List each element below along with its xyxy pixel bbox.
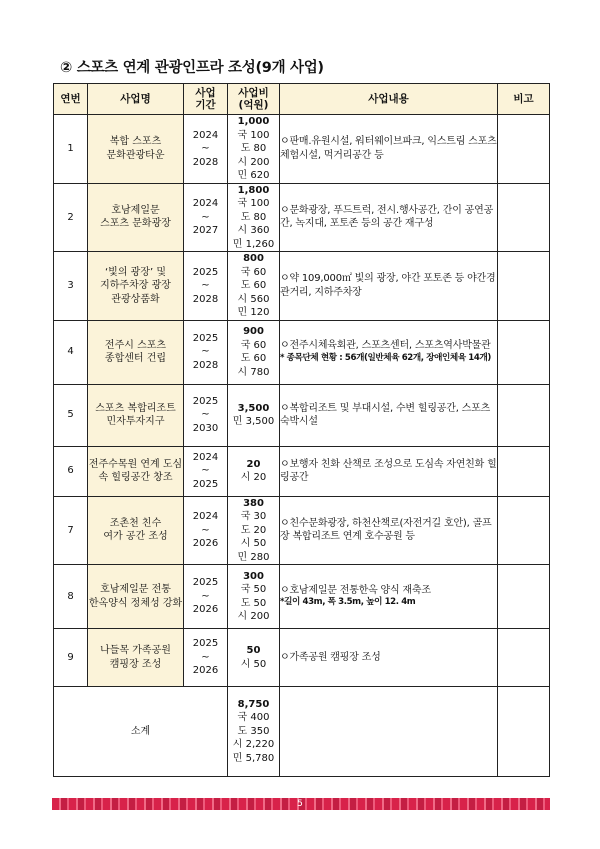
content-text: ㅇ가족공원 캠핑장 조성 xyxy=(280,651,381,663)
project-cost xyxy=(228,115,280,184)
cost-breakdown-line: 도 80 xyxy=(240,143,267,154)
project-period xyxy=(184,252,228,321)
cost-breakdown-line: 도 50 xyxy=(240,597,267,609)
project-name: 나들목 가족공원 캠핑장 조성 xyxy=(88,629,184,687)
project-remark xyxy=(498,115,550,184)
cost-breakdown-line: 시 780 xyxy=(237,366,270,378)
subtotal-breakdown-line: 도 350 xyxy=(237,725,270,737)
row-number: 3 xyxy=(54,252,88,321)
table-row xyxy=(54,446,550,496)
content-text: ㅇ호남제일문 전통한옥 양식 재축조 xyxy=(280,584,431,596)
project-name: 스포츠 복합리조트 민자투자지구 xyxy=(88,384,184,446)
header-cost: 사업비 (억원) xyxy=(228,84,280,115)
project-content xyxy=(280,384,498,446)
header-period: 사업 기간 xyxy=(184,84,228,115)
cost-breakdown-line: 민 3,500 xyxy=(232,416,275,427)
table-row xyxy=(54,115,550,184)
project-name: ‘빛의 광장’ 및 지하주차장 광장 관광상품화 xyxy=(88,252,184,321)
period-end: 2026 xyxy=(192,604,219,616)
period-start: 2025 xyxy=(192,638,219,650)
project-cost xyxy=(228,320,280,384)
row-number: 7 xyxy=(54,496,88,565)
content-text: ㅇ친수문화광장, 하천산책로(자전거길 호안), 골프장 복합리조트 연계 호수공원 등 xyxy=(280,517,492,543)
cost-breakdown-line: 시 360 xyxy=(237,225,270,236)
row-number: 4 xyxy=(54,320,88,384)
project-name: 조촌천 친수 여가 공간 조성 xyxy=(88,496,184,565)
period-start: 2025 xyxy=(192,577,219,589)
period-end: 2025 xyxy=(192,478,219,490)
project-remark xyxy=(498,252,550,321)
table-row xyxy=(54,565,550,629)
subtotal-total: 8,750 xyxy=(237,698,270,710)
project-cost xyxy=(228,629,280,687)
cost-breakdown-line: 국 60 xyxy=(240,266,267,278)
period-end: 2028 xyxy=(192,359,219,371)
period-tilde: ~ xyxy=(201,143,210,154)
header-remark: 비고 xyxy=(498,84,550,115)
content-text: ㅇ판매.유원시설, 워터웨이브파크, 익스트림 스포츠 체험시설, 먹거리공간 등 xyxy=(280,136,497,161)
cost-total: 20 xyxy=(246,458,261,470)
table-row xyxy=(54,496,550,565)
table-header-row xyxy=(54,84,550,115)
header-name: 사업명 xyxy=(88,84,184,115)
project-name: 호남제일문 전통 한옥양식 정체성 강화 xyxy=(88,565,184,629)
period-start: 2025 xyxy=(192,395,219,407)
content-note: * 종목단체 현황 : 56개(일반체육 62개, 장애인체육 14개) xyxy=(280,352,491,363)
project-cost xyxy=(228,252,280,321)
project-remark xyxy=(498,384,550,446)
subtotal-breakdown-line: 민 5,780 xyxy=(232,752,275,764)
cost-breakdown-line: 민 280 xyxy=(237,551,270,563)
content-text: ㅇ복합리조트 및 부대시설, 수변 힐링공간, 스포츠 숙박시설 xyxy=(280,402,491,427)
project-remark xyxy=(498,629,550,687)
project-remark xyxy=(498,565,550,629)
project-content xyxy=(280,446,498,496)
project-period xyxy=(184,183,228,252)
cost-breakdown-line: 시 200 xyxy=(237,156,270,168)
content-text: ㅇ보행자 친화 산책로 조성으로 도심속 자연친화 힐링공간 xyxy=(280,458,497,483)
cost-total: 1,800 xyxy=(237,184,270,196)
project-period xyxy=(184,446,228,496)
project-remark xyxy=(498,183,550,252)
period-tilde: ~ xyxy=(201,465,210,477)
cost-total: 50 xyxy=(246,645,261,656)
project-content xyxy=(280,496,498,565)
cost-breakdown-line: 시 560 xyxy=(237,293,270,305)
cost-total: 380 xyxy=(243,497,264,509)
project-remark xyxy=(498,320,550,384)
cost-total: 3,500 xyxy=(237,402,270,414)
cost-total: 300 xyxy=(243,570,264,582)
subtotal-remark xyxy=(498,687,550,777)
period-start: 2024 xyxy=(192,129,219,141)
table-row xyxy=(54,320,550,384)
content-note: *길이 43m, 폭 3.5m, 높이 12. 4m xyxy=(280,597,416,608)
project-content xyxy=(280,565,498,629)
row-number: 2 xyxy=(54,183,88,252)
project-period xyxy=(184,496,228,565)
period-start: 2024 xyxy=(192,511,219,522)
project-name: 전주수목원 연계 도심 속 힐링공간 창조 xyxy=(88,446,184,496)
period-tilde: ~ xyxy=(201,409,210,421)
section-heading: ② 스포츠 연계 관광인프라 조성(9개 사업) xyxy=(60,60,324,76)
cost-breakdown-line: 도 80 xyxy=(240,211,267,223)
project-cost xyxy=(228,384,280,446)
project-period xyxy=(184,629,228,687)
project-content xyxy=(280,320,498,384)
period-end: 2026 xyxy=(192,665,219,677)
cost-breakdown-line: 민 620 xyxy=(237,170,270,181)
cost-breakdown-line: 국 100 xyxy=(237,198,270,209)
period-start: 2025 xyxy=(192,332,219,344)
subtotal-cost xyxy=(228,687,280,777)
table-row xyxy=(54,384,550,446)
cost-breakdown-line: 도 20 xyxy=(240,524,267,536)
cost-breakdown-line: 도 60 xyxy=(240,280,267,291)
period-end: 2030 xyxy=(192,422,219,434)
page-number: 5 xyxy=(297,799,303,809)
period-start: 2025 xyxy=(192,266,219,278)
project-period xyxy=(184,320,228,384)
cost-breakdown-line: 민 1,260 xyxy=(232,238,275,250)
project-cost xyxy=(228,565,280,629)
content-text: ㅇ약 109,000㎡ 빛의 광장, 야간 포토존 등 야간경관거리, 지하주차장 xyxy=(280,273,496,298)
project-cost xyxy=(228,446,280,496)
project-content xyxy=(280,629,498,687)
cost-breakdown-line: 시 20 xyxy=(240,472,267,483)
project-period xyxy=(184,384,228,446)
table-row xyxy=(54,629,550,687)
subtotal-label: 소계 xyxy=(54,687,228,777)
cost-breakdown-line: 시 50 xyxy=(240,658,267,670)
period-tilde: ~ xyxy=(201,651,210,663)
project-period xyxy=(184,565,228,629)
cost-breakdown-line: 국 50 xyxy=(240,584,267,595)
content-text: ㅇ전주시체육회관, 스포츠센터, 스포츠역사박물관 xyxy=(280,340,491,352)
cost-breakdown-line: 국 30 xyxy=(240,511,267,522)
table-row xyxy=(54,183,550,252)
cost-breakdown-line: 국 60 xyxy=(240,339,267,351)
cost-breakdown-line: 시 50 xyxy=(240,538,267,549)
project-cost xyxy=(228,183,280,252)
header-content: 사업내용 xyxy=(280,84,498,115)
subtotal-breakdown-line: 시 2,220 xyxy=(232,739,275,751)
cost-total: 800 xyxy=(243,253,264,264)
content-text: ㅇ문화광장, 푸드트럭, 전시.행사공간, 간이 공연공간, 녹지대, 포토존 등의 공간 재구성 xyxy=(280,204,494,230)
project-name: 호남제일문 스포츠 문화광장 xyxy=(88,183,184,252)
project-remark xyxy=(498,446,550,496)
subtotal-row xyxy=(54,687,550,777)
table-row xyxy=(54,252,550,321)
period-end: 2027 xyxy=(192,225,219,236)
cost-breakdown-line: 국 100 xyxy=(237,129,270,141)
project-period xyxy=(184,115,228,184)
period-tilde: ~ xyxy=(201,590,210,602)
project-name: 전주시 스포츠 종합센터 건립 xyxy=(88,320,184,384)
project-content xyxy=(280,252,498,321)
row-number: 6 xyxy=(54,446,88,496)
row-number: 8 xyxy=(54,565,88,629)
subtotal-breakdown-line: 국 400 xyxy=(237,712,270,724)
period-tilde: ~ xyxy=(201,524,210,536)
cost-breakdown-line: 시 200 xyxy=(237,611,270,622)
period-start: 2024 xyxy=(192,198,219,209)
project-table xyxy=(53,83,550,777)
project-cost xyxy=(228,496,280,565)
period-tilde: ~ xyxy=(201,346,210,358)
period-tilde: ~ xyxy=(201,211,210,223)
project-content xyxy=(280,115,498,184)
period-tilde: ~ xyxy=(201,280,210,291)
period-end: 2028 xyxy=(192,293,219,305)
cost-breakdown-line: 도 60 xyxy=(240,353,267,364)
period-end: 2026 xyxy=(192,538,219,549)
project-content xyxy=(280,183,498,252)
header-num: 연번 xyxy=(54,84,88,115)
cost-breakdown-line: 민 120 xyxy=(237,307,270,318)
project-name: 복합 스포츠 문화관광타운 xyxy=(88,115,184,184)
subtotal-content xyxy=(280,687,498,777)
period-end: 2028 xyxy=(192,156,219,168)
cost-total: 900 xyxy=(243,326,264,337)
row-number: 5 xyxy=(54,384,88,446)
project-remark xyxy=(498,496,550,565)
row-number: 9 xyxy=(54,629,88,687)
period-start: 2024 xyxy=(192,451,219,463)
row-number: 1 xyxy=(54,115,88,184)
cost-total: 1,000 xyxy=(237,116,270,127)
